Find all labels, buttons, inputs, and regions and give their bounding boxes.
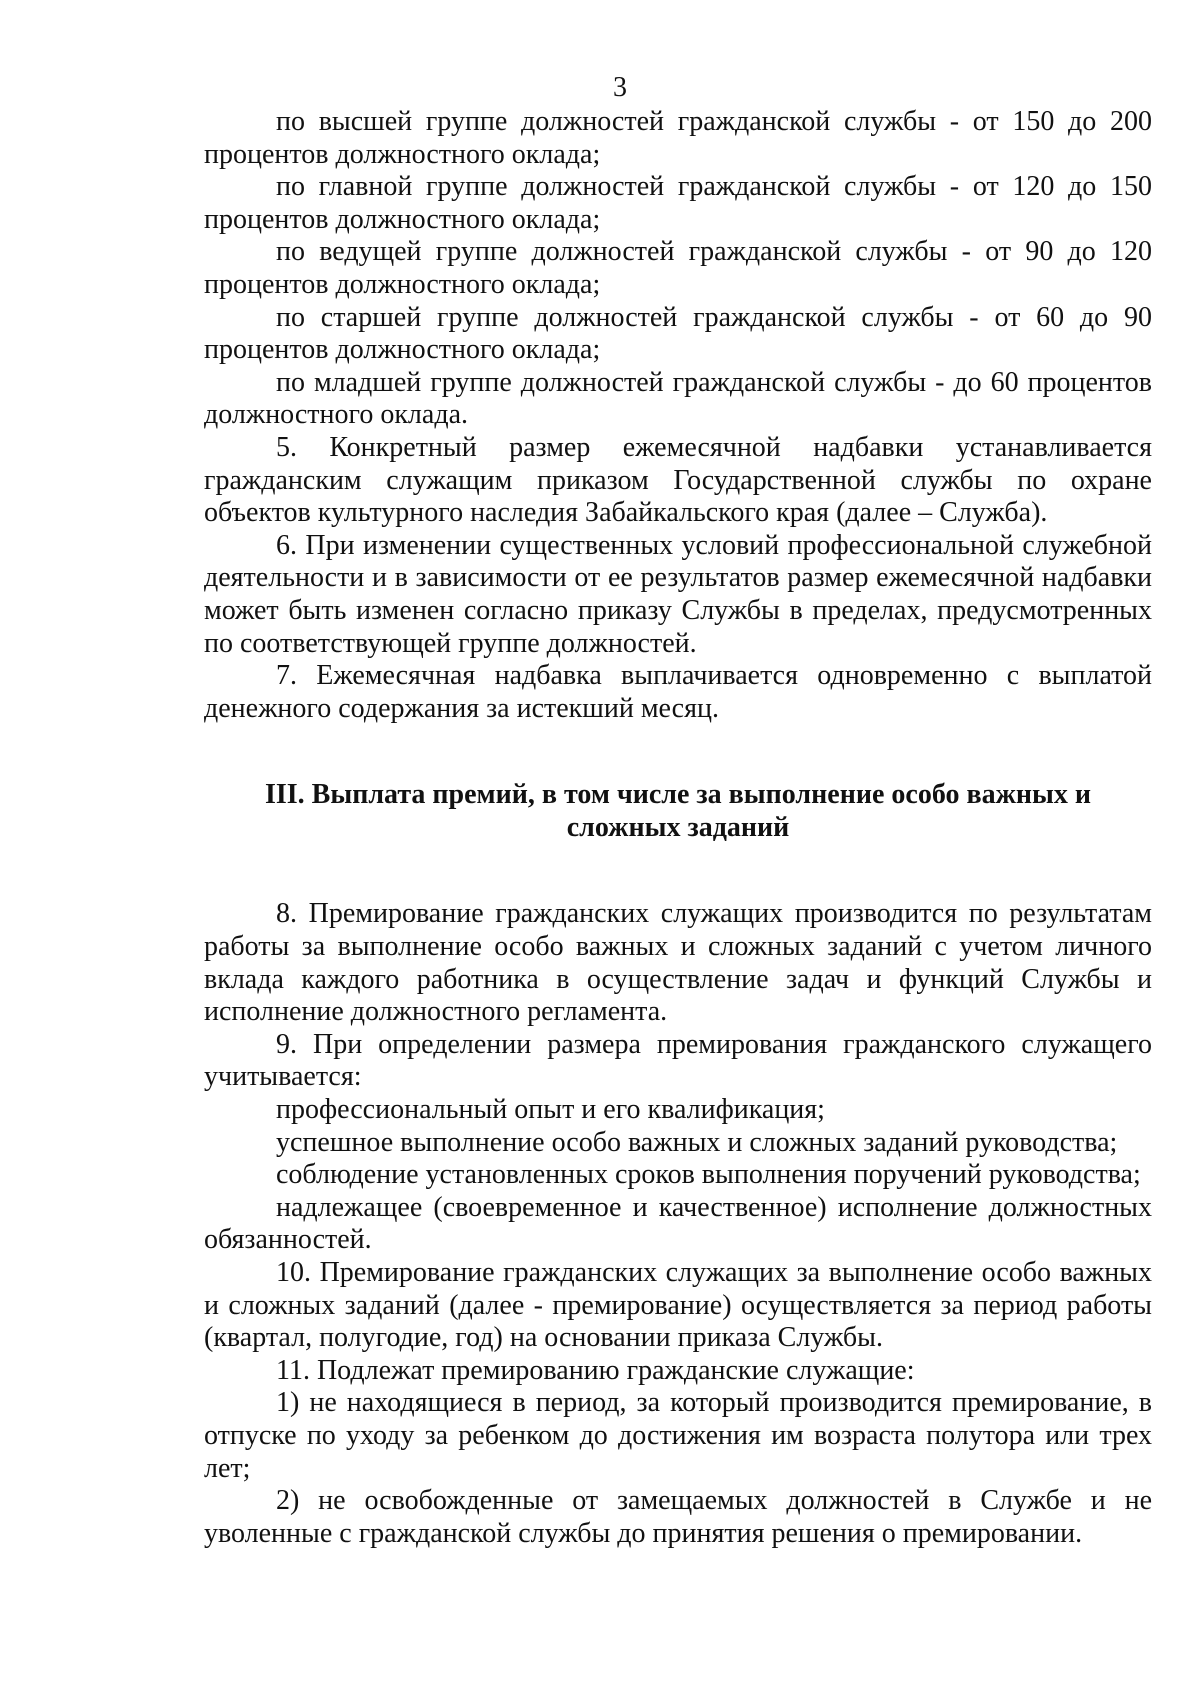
- paragraph: 6. При изменении существенных условий профессиональной служебной деятельности и в зависимости от ее результатов размер ежемесячной надбавки может быть изменен согласно приказу Службы в пределах, предусмотренных по соответствующей группе должностей.: [204, 529, 1152, 659]
- paragraph: успешное выполнение особо важных и сложных заданий руководства;: [276, 1126, 1118, 1158]
- paragraph: по младшей группе должностей гражданской службы - до 60 процентов должностного оклада.: [204, 366, 1152, 431]
- page-number: 3: [613, 72, 627, 103]
- paragraph: по ведущей группе должностей гражданской службы - от 90 до 120 процентов должностного оклада;: [204, 236, 1152, 300]
- paragraph: соблюдение установленных сроков выполнения поручений руководства;: [276, 1159, 1141, 1191]
- document-body: [204, 106, 1152, 1550]
- section-heading: III. Выплата премий, в том числе за выполнение особо важных и сложных заданий: [264, 779, 1091, 843]
- paragraph: надлежащее (своевременное и качественное) исполнение должностных обязанностей.: [204, 1191, 1152, 1256]
- paragraph: 9. При определении размера премирования гражданского служащего учитывается:: [204, 1028, 1152, 1093]
- paragraph: 7. Ежемесячная надбавка выплачивается одновременно с выплатой денежного содержания за истекший месяц.: [204, 660, 1152, 724]
- paragraph: по главной группе должностей гражданской службы - от 120 до 150 процентов должностного оклада;: [204, 171, 1152, 235]
- paragraph: по высшей группе должностей гражданской службы - от 150 до 200 процентов должностного оклада;: [204, 106, 1152, 170]
- paragraph: 11. Подлежат премированию гражданские служащие:: [276, 1354, 915, 1386]
- paragraph: 8. Премирование гражданских служащих производится по результатам работы за выполнение особо важных и сложных заданий с учетом личного вклада каждого работника в осуществление задач и функций Службы и исполнение должностного регламента.: [204, 898, 1152, 1028]
- paragraph: 10. Премирование гражданских служащих за выполнение особо важных и сложных заданий (далее - премирование) осуществляется за период работы (квартал, полугодие, год) на основании приказа Службы.: [204, 1257, 1152, 1354]
- paragraph: 1) не находящиеся в период, за который производится премирование, в отпуске по уходу за ребенком до достижения им возраста полутора или трех лет;: [204, 1387, 1152, 1484]
- paragraph: по старшей группе должностей гражданской службы - от 60 до 90 процентов должностного оклада;: [204, 301, 1152, 366]
- paragraph: профессиональный опыт и его квалификация;: [276, 1094, 825, 1126]
- paragraph: 2) не освобожденные от замещаемых должностей в Службе и не уволенные с гражданской службы до принятия решения о премировании.: [204, 1485, 1152, 1549]
- paragraph: 5. Конкретный размер ежемесячной надбавки устанавливается гражданским служащим приказом Государственной службы по охране объектов культурного наследия Забайкальского края (далее – Служба).: [204, 431, 1152, 529]
